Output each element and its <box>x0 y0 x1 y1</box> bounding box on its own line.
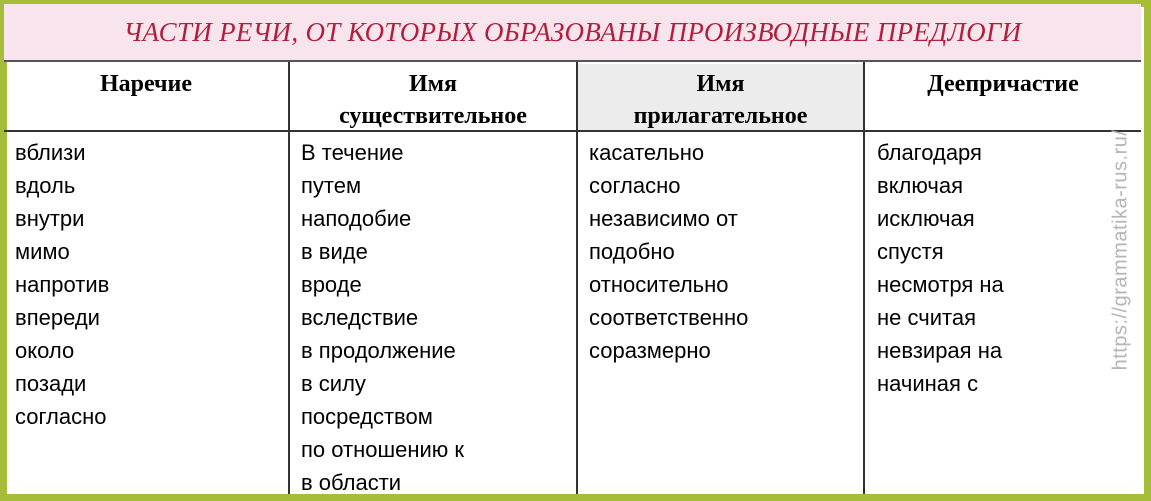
column-header-line: Имя <box>409 71 457 97</box>
list-item: в силу <box>301 371 366 396</box>
list-item: согласно <box>589 173 681 198</box>
list-item: несмотря на <box>877 272 1004 297</box>
list-item: вблизи <box>15 140 86 165</box>
list-item: вдоль <box>15 173 76 198</box>
column-header-line: существительное <box>339 103 527 129</box>
list-item: невзирая на <box>877 338 1003 363</box>
title-bar <box>4 4 1141 62</box>
column-items-noun <box>301 136 464 499</box>
table-title: ЧАСТИ РЕЧИ, ОТ КОТОРЫХ ОБРАЗОВАНЫ ПРОИЗВОДНЫЕ ПРЕДЛОГИ <box>123 16 1022 47</box>
list-item: исключая <box>877 206 975 231</box>
list-item: позади <box>15 371 87 396</box>
list-item: мимо <box>15 239 70 264</box>
list-item: согласно <box>15 404 107 429</box>
column-divider <box>863 62 865 494</box>
parts-of-speech-table <box>4 62 1141 494</box>
list-item: внутри <box>15 206 85 231</box>
list-item: подобно <box>589 239 675 264</box>
column-header-line: Имя <box>696 71 745 97</box>
column-header-gerund <box>865 68 1141 100</box>
list-item: впереди <box>15 305 100 330</box>
list-item: путем <box>301 173 362 198</box>
column-items-adverb <box>15 136 109 433</box>
list-item: относительно <box>589 272 729 297</box>
column-items-gerund <box>877 136 1004 400</box>
list-item: независимо от <box>589 206 738 231</box>
list-item: напротив <box>15 272 110 297</box>
column-header-adjective <box>578 64 863 130</box>
list-item: соответственно <box>589 305 749 330</box>
list-item: посредством <box>301 404 433 429</box>
column-header-noun <box>290 68 576 132</box>
list-item: в области <box>301 470 402 495</box>
list-item: около <box>15 338 75 363</box>
list-item: вследствие <box>301 305 419 330</box>
list-item: соразмерно <box>589 338 711 363</box>
list-item: включая <box>877 173 964 198</box>
list-item: не считая <box>877 305 976 330</box>
list-item: вроде <box>301 272 362 297</box>
column-items-adjective <box>589 136 748 367</box>
list-item: благодаря <box>877 140 982 165</box>
list-item: спустя <box>877 239 944 264</box>
column-header-line: Наречие <box>99 71 193 97</box>
list-item: наподобие <box>301 206 412 231</box>
list-item: касательно <box>589 140 705 165</box>
list-item: по отношению к <box>301 437 465 462</box>
column-header-line: Деепричастие <box>927 71 1079 97</box>
list-item: в продолжение <box>301 338 456 363</box>
watermark-url: https://grammatika-rus.ru/ <box>1109 129 1132 371</box>
column-header-line: прилагательное <box>633 103 808 129</box>
list-item: В течение <box>301 140 404 165</box>
list-item: начиная с <box>877 371 979 396</box>
column-header-adverb <box>4 68 288 100</box>
list-item: в виде <box>301 239 368 264</box>
